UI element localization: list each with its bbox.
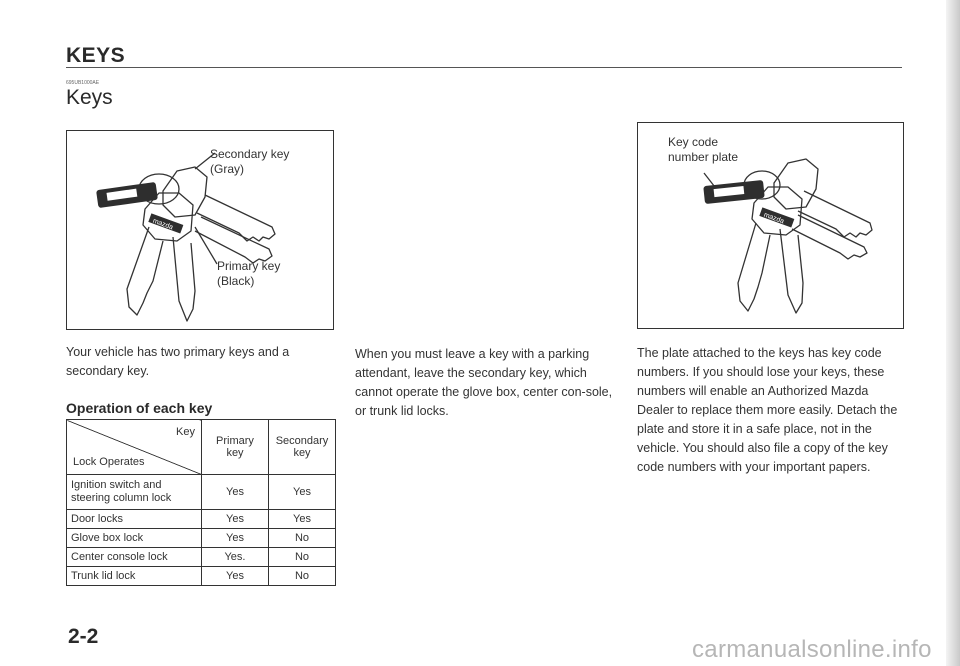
key-operation-table [66,419,336,586]
callout-secondary-key: Secondary key (Gray) [210,147,290,176]
key-brand-label: mazda [762,211,785,226]
row-primary-value: Yes [202,529,269,548]
row-label: Ignition switch and steering column lock [67,475,202,510]
corner-label-lock-operates: Lock Operates [73,456,145,468]
key-ring-illustration [67,131,333,329]
operation-heading: Operation of each key [66,400,213,416]
table-header-row [67,420,336,475]
table-row [67,567,336,586]
document-code: 695UB1000AE [66,80,100,86]
table-row [67,510,336,529]
corner-label-key: Key [176,426,195,438]
page-title: Keys [66,86,113,109]
row-label: Center console lock [67,548,202,567]
row-secondary-value: No [269,529,336,548]
row-label: Trunk lid lock [67,567,202,586]
page-number: 2-2 [68,625,99,648]
callout-primary-key: Primary key (Black) [217,259,281,288]
section-heading: KEYS [66,44,126,67]
keys-illustration [66,130,334,330]
table-row [67,548,336,567]
row-secondary-value: Yes [269,510,336,529]
row-primary-value: Yes [202,475,269,510]
row-primary-value: Yes [202,510,269,529]
intro-paragraph: Your vehicle has two primary keys and a secondary key. [66,345,290,378]
table-row [67,529,336,548]
row-label: Door locks [67,510,202,529]
header-secondary-key: Secondary key [269,420,336,475]
row-primary-value: Yes [202,567,269,586]
header-primary-key: Primary key [202,420,269,475]
callout-key-code-plate: Key code number plate [668,135,739,164]
row-label: Glove box lock [67,529,202,548]
row-secondary-value: No [269,548,336,567]
row-secondary-value: Yes [269,475,336,510]
key-plate-paragraph: The plate attached to the keys has key code numbers. If you should lose your keys, these numbers will enable an Authorized Mazda Dealer to replace them more easily. Detach the plate and store it in a safe place, not in the vehicle. You should also file a copy of the key code numbers with your important papers. [637,346,898,474]
table-row [67,475,336,510]
table-corner-cell [67,420,202,475]
key-brand-label: mazda [151,217,174,232]
watermark: carmanualsonline.info [692,636,932,663]
heading-rule [66,67,902,68]
row-primary-value: Yes. [202,548,269,567]
page-edge-shadow [946,0,960,666]
key-code-plate-illustration [637,122,904,329]
row-secondary-value: No [269,567,336,586]
parking-attendant-paragraph: When you must leave a key with a parking attendant, leave the secondary key, which cannot operate the glove box, center con-sole, or trunk lid locks. [355,347,613,418]
